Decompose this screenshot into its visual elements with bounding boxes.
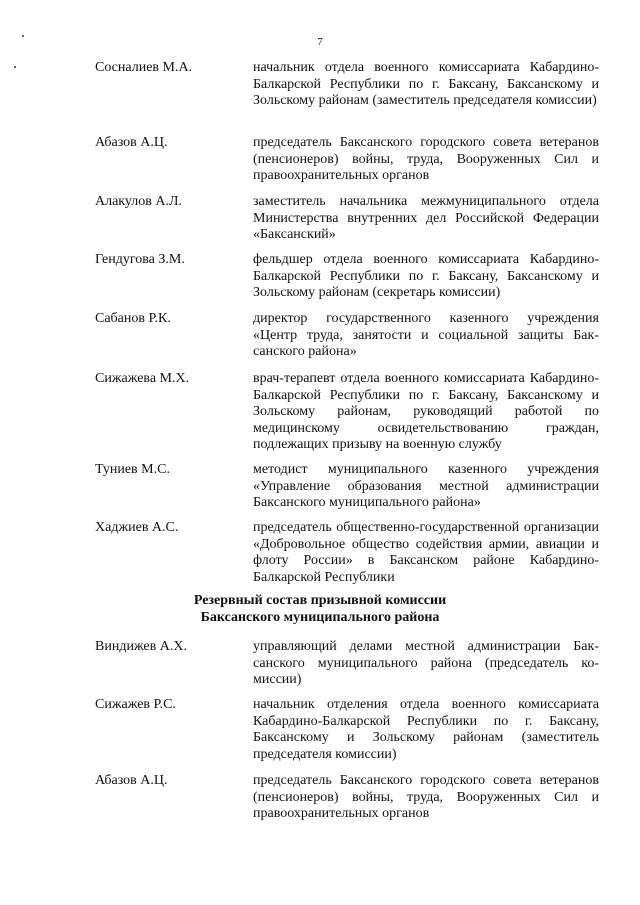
member-role: врач-терапевт отдела военного комиссариата Кабардино-Балкарской Республики по г. Баксану, Баксанскому и Зольскому районам, руководящий работой по медицинскому освидетельствованию граждан, подлежащих призыву на военную службу bbox=[253, 371, 599, 452]
scan-speck bbox=[14, 66, 16, 68]
member-entry bbox=[95, 371, 605, 454]
member-name: Туниев М.С. bbox=[95, 462, 170, 477]
member-name: Гендугова З.М. bbox=[95, 252, 185, 267]
page-number: 7 bbox=[317, 36, 323, 48]
member-name: Сосналиев М.А. bbox=[95, 60, 193, 75]
member-name: Виндижев А.Х. bbox=[95, 639, 187, 654]
reserve-section-heading bbox=[0, 593, 640, 626]
member-entry bbox=[95, 194, 605, 244]
member-name: Хаджиев А.С. bbox=[95, 520, 179, 535]
member-entry bbox=[95, 252, 605, 302]
member-entry bbox=[95, 311, 605, 361]
member-role: директор государственного казенного учреждения «Центр труда, занятости и социальной защиты Баксанского района» bbox=[253, 311, 599, 359]
reserve-heading-line1: Резервный состав призывной комиссии bbox=[193, 593, 447, 608]
member-name: Сижажев Р.С. bbox=[95, 697, 176, 712]
member-role: председатель Баксанского городского совета ветеранов (пенсионеров) войны, труда, Вооруженных Сил и правоохранительных органов bbox=[253, 773, 599, 821]
member-role: председатель Баксанского городского совета ветеранов (пенсионеров) войны, труда, Вооруженных Сил и правоохранительных органов bbox=[253, 135, 599, 183]
member-role: управляющий делами местной администрации Баксанского муниципального района (председатель комиссии) bbox=[253, 639, 599, 687]
member-name: Абазов А.Ц. bbox=[95, 135, 168, 150]
member-role: методист муниципального казенного учреждения «Управление образования местной администрации Баксанского муниципального района» bbox=[253, 462, 599, 510]
reserve-member-entry bbox=[95, 639, 605, 689]
member-name: Сижажева М.Х. bbox=[95, 371, 190, 386]
reserve-member-entry bbox=[95, 697, 605, 763]
member-entry bbox=[95, 462, 605, 512]
member-entry bbox=[95, 60, 605, 110]
member-entry bbox=[95, 520, 605, 586]
member-role: начальник отдела военного комиссариата Кабардино-Балкарской Республики по г. Баксану, Баксанскому и Зольскому районам (заместитель председателя комиссии) bbox=[253, 60, 599, 108]
member-name: Алакулов А.Л. bbox=[95, 194, 183, 209]
member-name: Абазов А.Ц. bbox=[95, 773, 168, 788]
reserve-heading-line2: Баксанского муниципального района bbox=[200, 609, 440, 625]
member-role: председатель общественно-государственной организации «Добровольное общество содействия армии, авиации и флоту России» в Баксанском районе Кабардино-Балкарской Республики bbox=[253, 520, 599, 585]
member-name: Сабанов Р.К. bbox=[95, 311, 171, 326]
member-role: фельдшер отдела военного комиссариата Кабардино-Балкарской Республики по г. Баксану, Баксанскому и Зольскому районам (секретарь комиссии) bbox=[253, 252, 599, 300]
reserve-member-entry bbox=[95, 773, 605, 823]
member-role: начальник отделения отдела военного комиссариата Кабардино-Балкарской Республики по г. Баксану, Баксанскому и Зольскому районам (заместитель председателя комиссии) bbox=[253, 697, 599, 762]
member-entry bbox=[95, 135, 605, 185]
member-role: заместитель начальника межмуниципального отдела Министерства внутренних дел Российской Федерации «Баксанский» bbox=[253, 194, 599, 242]
